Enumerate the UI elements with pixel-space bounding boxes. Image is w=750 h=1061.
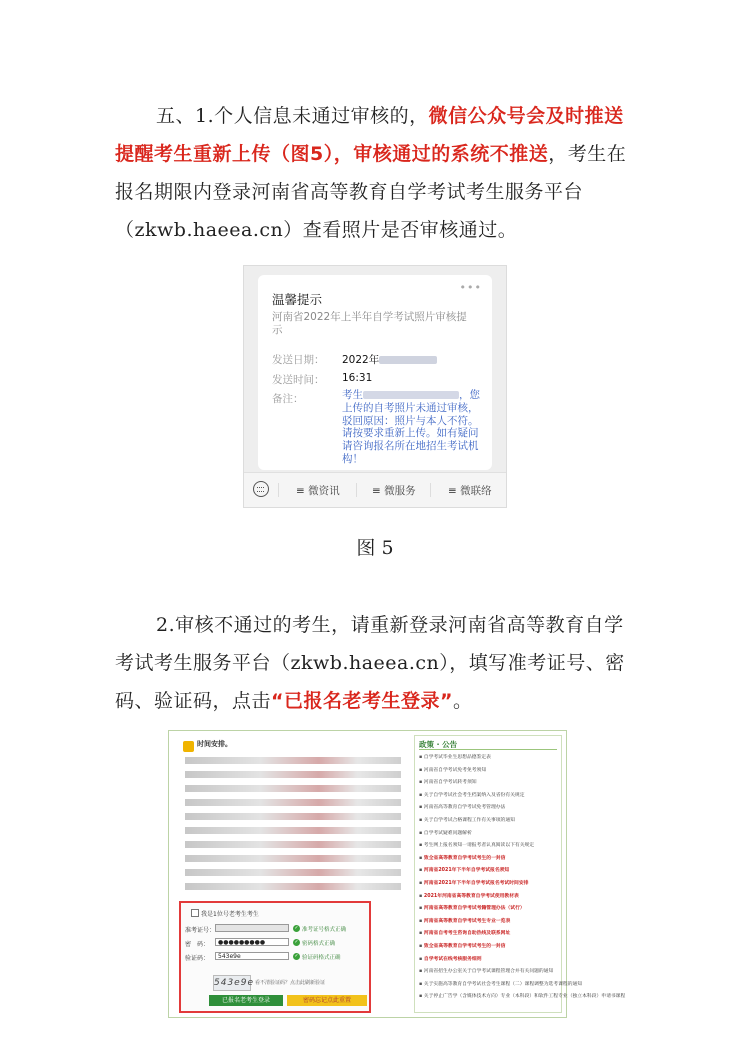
policy-link[interactable]: ▪ 考生网上报名须知一请报考者认真阅读以下有关规定 <box>419 843 559 849</box>
menu-weifuwu[interactable]: ≡ 微服务 <box>372 485 416 497</box>
divider <box>430 483 431 497</box>
exam-no-label: 准考证号： <box>185 927 216 934</box>
schedule-title: 时间安排。 <box>197 740 232 748</box>
old-candidate-login-button[interactable]: 已报名老考生登录 <box>209 995 283 1006</box>
policy-link[interactable]: ▪ 河南省自学考试免考免考须知 <box>419 768 559 774</box>
notice-card <box>258 275 492 470</box>
captcha-refresh-link[interactable]: 看不清验证码？点击此刷新验证 <box>255 980 326 986</box>
menu-label: 微资讯 <box>308 485 340 497</box>
wechat-menu-bar <box>244 472 506 507</box>
note-prefix: 考生 <box>342 389 363 401</box>
policy-link[interactable]: ▪ 河南省自学考试转考须知 <box>419 780 559 786</box>
divider <box>356 483 357 497</box>
check-icon: ✓ <box>294 953 299 959</box>
menu-label: 微服务 <box>384 485 416 497</box>
menu-weilianluo[interactable]: ≡ 微联络 <box>448 485 492 497</box>
blurred-schedule-line <box>185 841 401 848</box>
policy-link[interactable]: ▪ 河南省2021年下半年自学考试报名须知 <box>419 868 559 874</box>
login-left-panel <box>173 735 409 1013</box>
policy-link[interactable]: ▪ 河南省自考考生咨询自助热线及联系网址 <box>419 931 559 937</box>
policy-link[interactable]: ▪ 关于自学考试社会考生档案纳入及省份有关规定 <box>419 793 559 799</box>
exam-no-input[interactable] <box>215 924 289 932</box>
password-hint: 密码格式正确 <box>302 941 336 947</box>
captcha-hint: 验证码格式正确 <box>302 955 341 961</box>
note-comma: ，您 <box>459 389 480 401</box>
blurred-schedule-line <box>185 757 401 764</box>
calendar-icon <box>183 741 194 752</box>
captcha-label: 验证码： <box>185 955 210 962</box>
paragraph-2 <box>115 606 640 720</box>
note-body: 上传的自考照片未通过审核，驳回原因：照片与本人不符。请按要求重新上传。如有疑问请咨询报名所在地招生考试机构！ <box>342 401 479 465</box>
blurred-schedule-line <box>185 785 401 792</box>
notice-title: 温馨提示 <box>272 292 323 307</box>
policy-panel <box>414 735 626 1013</box>
policy-link[interactable]: ▪ 关于自学考试合格课程工作有关事项的通知 <box>419 818 559 824</box>
policy-title: 政策 · 公告 <box>419 740 458 749</box>
date-value-text: 2022年 <box>342 354 380 366</box>
policy-link[interactable]: ▪ 自学考试疑难问题解析 <box>419 831 559 837</box>
password-input[interactable]: ●●●●●●●●● <box>215 938 289 946</box>
date-label: 发送日期： <box>272 354 325 366</box>
policy-link[interactable]: ▪ 河南省高等教育自学考试考生专业一览表 <box>419 919 559 925</box>
menu-weizixun[interactable]: ≡ 微资讯 <box>296 485 340 497</box>
redacted-name <box>363 391 459 399</box>
policy-link[interactable]: ▪ 2021年河南省高等教育自学考试使用教材表 <box>419 894 559 900</box>
old-candidate-checkbox[interactable] <box>191 909 199 917</box>
policy-link[interactable]: ▪ 关于实施高等教育自学考试社会考生课程（二）课程调整为选考课程的通知 <box>419 982 559 988</box>
policy-link[interactable]: ▪ 河南省招生办公室关于自学考试课程管理合并有关问题的通知 <box>419 969 559 975</box>
password-label: 密 码： <box>185 941 210 948</box>
blurred-schedule-line <box>185 771 401 778</box>
policy-link[interactable]: ▪ 河南省高等教育自学考试考籍管理办法（试行） <box>419 906 559 912</box>
para2-text-b: 。 <box>453 690 473 712</box>
more-icon[interactable]: ••• <box>459 281 482 294</box>
policy-link[interactable]: ▪ 致全省高等教育自学考试考生的一封信 <box>419 856 559 862</box>
menu-label: 微联络 <box>460 485 492 497</box>
figure-login-page <box>168 730 626 1018</box>
paragraph-1 <box>115 97 640 249</box>
exam-no-hint: 准考证号格式正确 <box>302 927 347 933</box>
policy-link[interactable]: ▪ 致全省高等教育自学考试考生的一封信 <box>419 944 559 950</box>
check-icon: ✓ <box>294 939 299 945</box>
time-label: 发送时间： <box>272 374 325 386</box>
policy-link[interactable]: ▪ 自学考试毕业生思想品德鉴定表 <box>419 755 559 761</box>
reset-password-button[interactable]: 密码忘记点此重置 <box>287 995 367 1006</box>
policy-link[interactable]: ▪ 关于停止广告学（含媒体技术方向）专业（本科段）和软件工程专业（独立本科段）申请书课程 <box>419 994 559 1000</box>
blurred-schedule-line <box>185 855 401 862</box>
keyboard-icon[interactable] <box>253 481 269 497</box>
divider <box>419 749 557 750</box>
blurred-schedule-line <box>185 883 401 890</box>
para1-text-b: ，考生在报名期限内登录河南省高等教育自学考试考生服务平台（zkwb.haeea.cn）查看照片是否审核通过。 <box>115 143 627 241</box>
blurred-schedule-line <box>185 813 401 820</box>
para1-highlight: 微信公众号会及时推送提醒考生重新上传（图5），审核通过的系统不推送 <box>115 105 624 165</box>
redacted-block <box>379 356 437 364</box>
check-icon: ✓ <box>294 925 299 931</box>
para1-text-a: 五、1.个人信息未通过审核的， <box>156 105 429 127</box>
policy-link[interactable]: ▪ 河南省2021年下半年自学考试报名考试时间安排 <box>419 881 559 887</box>
login-form <box>179 901 371 1013</box>
blurred-schedule-line <box>185 799 401 806</box>
para2-highlight: “已报名老考生登录” <box>271 690 453 712</box>
date-value <box>342 352 437 367</box>
blurred-schedule-line <box>185 869 401 876</box>
notice-subtitle: 河南省2022年上半年自学考试照片审核提示 <box>272 311 467 336</box>
time-value: 16:31 <box>342 372 373 384</box>
blurred-schedule-line <box>185 827 401 834</box>
captcha-input[interactable]: 543e9e <box>215 952 289 960</box>
captcha-image[interactable]: 543e9e <box>213 975 251 991</box>
figure-5-wechat-notice <box>243 265 507 508</box>
figure-5-caption: 图 5 <box>356 537 394 559</box>
policy-link[interactable]: ▪ 自学考试在线考核服务细则 <box>419 957 559 963</box>
divider <box>278 483 279 497</box>
policy-link[interactable]: ▪ 河南省高等教育自学考试免考管理办法 <box>419 805 559 811</box>
checkbox-label: 我是1位号老考生考生 <box>201 911 259 918</box>
note-label: 备注： <box>272 393 304 405</box>
para2-text-a: 2.审核不通过的考生，请重新登录河南省高等教育自学考试考生服务平台（zkwb.haeea.cn），填写准考证号、密码、验证码，点击 <box>115 614 625 712</box>
note-text <box>342 389 482 466</box>
